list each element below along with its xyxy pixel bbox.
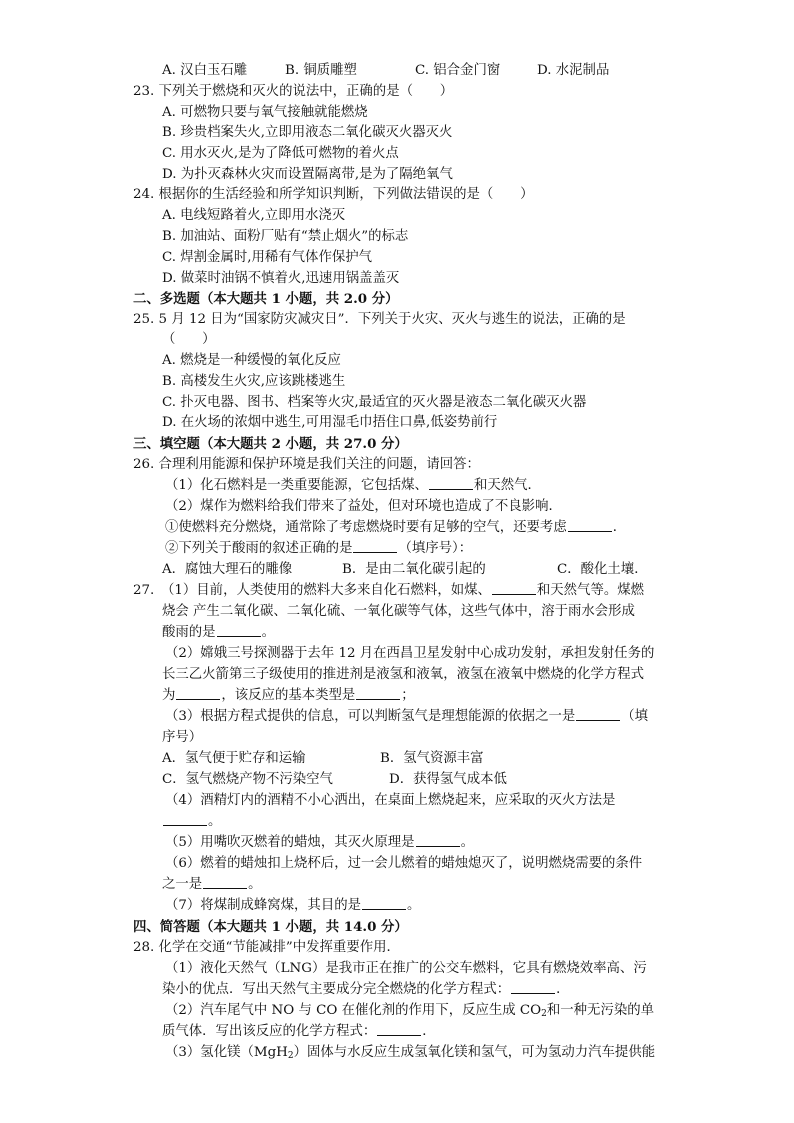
q27-line-1: 27. （1）目前，人类使用的燃料大多来自化石燃料，如煤、 和天然气等。煤燃 [133, 583, 645, 598]
section-heading-short-answer: 四、简答题（本大题共 1 小题，共 14.0 分） [133, 919, 408, 935]
answer-blank[interactable] [377, 1023, 421, 1036]
q27-line-13: 之一是 。 [162, 877, 262, 892]
q26-option-c: C．酸化土壤． [557, 562, 648, 577]
answer-blank[interactable] [353, 540, 397, 553]
section-heading-fill-in: 三、填空题（本大题共 2 小题，共 27.0 分） [133, 436, 408, 452]
q26-line-2: （2）煤作为燃料给我们带来了益处，但对环境也造成了不良影响． [165, 499, 562, 514]
answer-blank[interactable] [568, 519, 612, 532]
q27-line-3: 酸雨的是 。 [162, 625, 275, 640]
q25-stem: 25. 5 月 12 日为“国家防灾减灾日”．下列关于火灾、灭火与逃生的说法，正确的是 [133, 312, 626, 327]
q27-line-6: 为 ，该反应的基本类型是 ； [162, 688, 415, 703]
q23-stem: 23. 下列关于燃烧和灭火的说法中，正确的是（ ） [133, 84, 454, 99]
q27-line-14: （7）将煤制成蜂窝煤，其目的是 。 [165, 898, 421, 913]
q27-line-7: （3）根据方程式提供的信息，可以判断氢气是理想能源的依据之一是 （填 [165, 709, 649, 724]
answer-blank[interactable] [362, 897, 406, 910]
q27-line-8: 序号） [162, 730, 203, 745]
q28-line-5: （3）氢化镁（MgH$_2$）固体与水反应生成氢氧化镁和氢气，可为氢动力汽车提供能 [165, 1045, 656, 1061]
q28-line-1: （1）液化天然气（LNG）是我市正在推广的公交车燃料，它具有燃烧效率高、污 [165, 961, 647, 976]
q27-line-10: 。 [162, 813, 221, 831]
q24-option-c: C. 焊割金属时,用稀有气体作保护气 [162, 250, 373, 265]
q25-stem-paren: （ ） [162, 332, 216, 347]
subscript: 2 [287, 1051, 294, 1061]
q24-option-d: D. 做菜时油锅不慎着火,迅速用锅盖盖灭 [162, 271, 400, 286]
q26-line-1: （1）化石燃料是一类重要能源，它包括煤、 和天然气． [165, 478, 541, 493]
q22-option-b: B. 铜质雕塑 [285, 63, 357, 78]
q28-line-2: 染小的优点．写出天然气主要成分完全燃烧的化学方程式： ． [162, 982, 570, 997]
answer-blank[interactable] [163, 813, 207, 826]
q24-option-a: A. 电线短路着火,立即用水浇灭 [162, 208, 346, 223]
q25-option-d: D. 在火场的浓烟中逃生,可用湿毛巾捂住口鼻,低姿势前行 [162, 415, 498, 430]
q22-option-d: D. 水泥制品 [537, 63, 610, 78]
q22-option-a: A. 汉白玉石雕 [162, 63, 248, 78]
q28-stem: 28. 化学在交通“节能减排”中发挥重要作用． [133, 940, 400, 955]
q27-line-2: 烧会 产生二氧化碳、二氧化硫、一氧化碳等气体，这些气体中，溶于雨水会形成 [162, 604, 635, 619]
subscript: 2 [541, 1009, 547, 1019]
answer-blank[interactable] [176, 687, 220, 700]
answer-blank[interactable] [217, 624, 261, 637]
q27-option-a: A．氢气便于贮存和运输 [162, 751, 306, 766]
answer-blank[interactable] [203, 876, 247, 889]
q27-line-12: （6）燃着的蜡烛扣上烧杯后，过一会儿燃着的蜡烛熄灭了，说明燃烧需要的条件 [165, 856, 643, 871]
q28-line-3: （2）汽车尾气中 NO 与 CO 在催化剂的作用下，反应生成 $CO_2$和一种无污染的单 [165, 1003, 655, 1019]
q22-option-c: C. 铝合金门窗 [415, 63, 501, 78]
q27-line-5: 长三乙火箭第三子级使用的推进剂是液氢和液氧，液氢在液氧中燃烧的化学方程式 [162, 667, 645, 682]
q26-option-a: A．腐蚀大理石的雕像 [162, 562, 293, 577]
answer-blank[interactable] [429, 477, 473, 490]
answer-blank[interactable] [416, 834, 460, 847]
q23-option-b: B. 珍贵档案失火,立即用液态二氧化碳灭火器灭火 [162, 125, 453, 140]
q24-option-b: B. 加油站、面粉厂贴有“禁止烟火”的标志 [162, 229, 409, 244]
q27-line-11: （5）用嘴吹灭燃着的蜡烛，其灭火原理是 。 [165, 835, 474, 850]
q27-line-9: （4）酒精灯内的酒精不小心洒出，在桌面上燃烧起来，应采取的灭火方法是 [165, 793, 616, 808]
q25-option-b: B. 高楼发生火灾,应该跳楼逃生 [162, 374, 346, 389]
q24-stem: 24. 根据你的生活经验和所学知识判断，下列做法错误的是（ ） [133, 187, 534, 202]
q27-option-d: D．获得氢气成本低 [389, 772, 507, 787]
q27-option-c: C．氢气燃烧产物不污染空气 [162, 772, 333, 787]
answer-blank[interactable] [492, 582, 536, 595]
q25-option-c: C. 扑灭电器、图书、档案等火灾,最适宜的灭火器是液态二氧化碳灭火器 [162, 395, 587, 410]
q23-option-a: A. 可燃物只要与氧气接触就能燃烧 [162, 105, 368, 120]
answer-blank[interactable] [576, 708, 620, 721]
q26-line-3: ①使燃料充分燃烧，通常除了考虑燃烧时要有足够的空气，还要考虑 ． [165, 520, 627, 535]
q26-line-4: ②下列关于酸雨的叙述正确的是 （填序号）： [165, 541, 473, 556]
q26-stem: 26. 合理利用能源和保护环境是我们关注的问题，请回答： [133, 457, 480, 472]
q23-option-c: C. 用水灭火,是为了降低可燃物的着火点 [162, 146, 399, 161]
q27-line-4: （2）嫦娥三号探测器于去年 12 月在西昌卫星发射中心成功发射，承担发射任务的 [165, 646, 655, 661]
q27-option-b: B．氢气资源丰富 [380, 751, 484, 766]
q25-option-a: A. 燃烧是一种缓慢的氧化反应 [162, 353, 341, 368]
q28-line-4: 质气体．写出该反应的化学方程式： ． [162, 1024, 436, 1039]
section-heading-multiple-choice: 二、多选题（本大题共 1 小题，共 2.0 分） [133, 291, 399, 307]
q23-option-d: D. 为扑灭森林火灾而设置隔离带,是为了隔绝氧气 [162, 167, 453, 182]
answer-blank[interactable] [511, 981, 555, 994]
q26-option-b: B．是由二氧化碳引起的 [342, 562, 486, 577]
answer-blank[interactable] [356, 687, 400, 700]
